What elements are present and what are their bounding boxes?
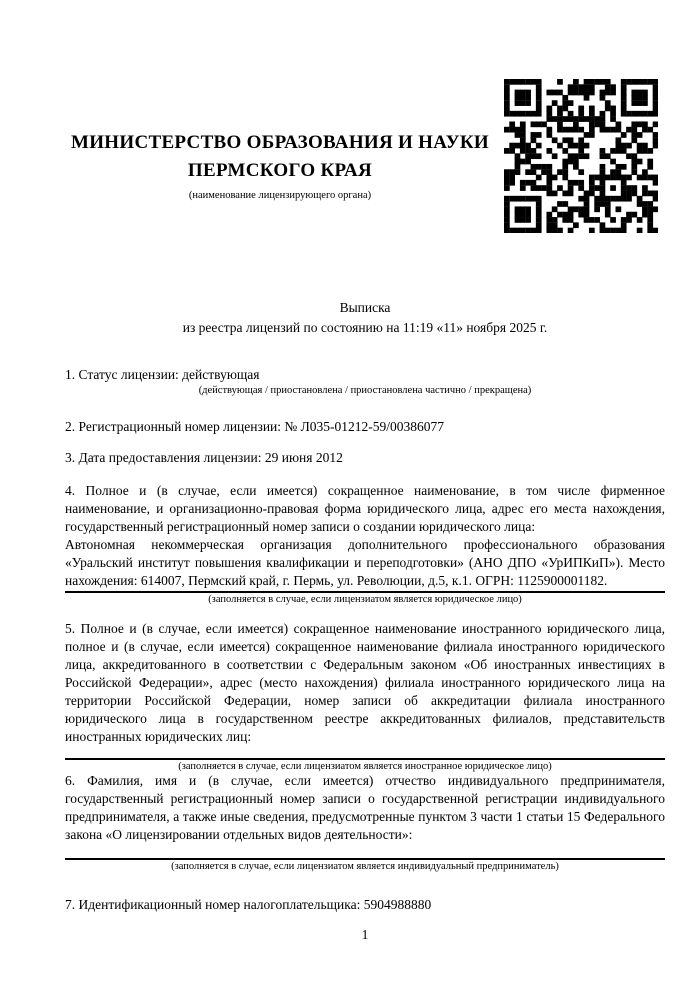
page-number: 1 [361, 927, 369, 942]
legal-entity-label: 4. Полное и (в случае, если имеется) сокращенное наименование, в том числе фирменное наименование, и организационно-правовая форма юридического лица, адрес его места нахождения, государственный регистрационный номер записи о создании юридического лица: [65, 483, 665, 534]
qr-code-image [504, 79, 658, 233]
field-license-status [65, 366, 665, 397]
field-license-date [65, 449, 665, 467]
ministry-name-line1: МИНИСТЕРСТВО ОБРАЗОВАНИЯ И НАУКИ [70, 132, 490, 153]
document-title-line2: из реестра лицензий по состоянию на 11:19 «11» ноября 2025 г. [182, 320, 548, 335]
license-status-note: (действующая / приостановлена / приостановлена частично / прекращена) [198, 385, 532, 396]
legal-entity-value: Автономная некоммерческая организация дополнительного профессионального образования «Уральский институт повышения квалификации и переподготовки» (АНО ДПО «УрИПКиП»). Место нахождения: 614007, Пермский край, г. Пермь, ул. Революции, д.5, к.1. ОГРН: 1125900001182. [65, 537, 665, 588]
license-status-text: 1. Статус лицензии: действующая [65, 367, 260, 382]
ministry-name-line2: ПЕРМСКОГО КРАЯ [187, 160, 373, 181]
org-caption: (наименование лицензирующего органа) [188, 190, 372, 201]
licensing-authority-header [63, 129, 497, 202]
foreign-entity-label: 5. Полное и (в случае, если имеется) сокращенное наименование иностранного юридического лица, полное и (в случае, если имеется) сокращенное наименование филиала иностранного юридического лица, аккредитованного в соответствии с Федеральным законом «Об иностранных инвестициях в Российской Федерации», адрес (место нахождения) филиала иностранного юридического лица на территории Российской Федерации, номер записи об аккредитации филиала иностранного юридического лица в государственном реестре аккредитованных филиалов, представительств иностранных юридических лиц: [65, 621, 665, 744]
individual-entrepreneur-label: 6. Фамилия, имя и (в случае, если имеется) отчество индивидуального предпринимателя, государственный регистрационный номер записи о государственной регистрации индивидуального предпринимателя, а также иные сведения, предусмотренные пунктом 3 части 1 статьи 15 Федерального закона «О лицензировании отдельных видов деятельности»: [65, 773, 665, 842]
qr-code-icon [504, 79, 658, 233]
field-taxpayer-number [65, 896, 665, 914]
registration-number-text: 2. Регистрационный номер лицензии: № Л035-01212-59/00386077 [65, 419, 445, 434]
legal-entity-note: (заполняется в случае, если лицензиатом является юридическое лицо) [208, 594, 522, 605]
field-individual-entrepreneur [65, 772, 665, 873]
license-date-text: 3. Дата предоставления лицензии: 29 июня 2012 [65, 450, 343, 465]
document-title [65, 298, 665, 338]
taxpayer-number-text: 7. Идентификационный номер налогоплательщика: 5904988880 [65, 897, 432, 912]
field-registration-number [65, 418, 665, 436]
field-foreign-entity [65, 620, 665, 773]
ministry-name [63, 129, 497, 185]
individual-entrepreneur-note: (заполняется в случае, если лицензиатом является индивидуальный предприниматель) [171, 861, 559, 872]
field-legal-entity [65, 482, 665, 606]
document-title-line1: Выписка [339, 300, 391, 315]
foreign-entity-note: (заполняется в случае, если лицензиатом является иностранное юридическое лицо) [178, 761, 552, 772]
